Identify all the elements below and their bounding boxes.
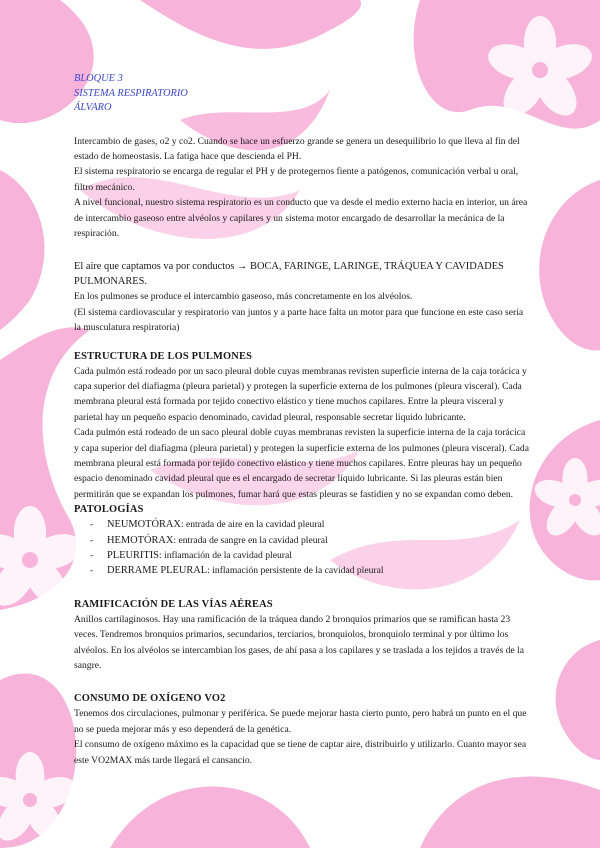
pathology-term: PLEURITIS — [107, 550, 159, 562]
pathology-desc: : entrada de sangre en la cavidad pleural — [173, 534, 328, 546]
pathology-term: HEMOTÓRAX — [107, 534, 174, 546]
subject-title: SISTEMA RESPIRATORIO — [74, 87, 188, 99]
bullet-dash: - — [90, 534, 94, 546]
bullet-dash: - — [90, 565, 94, 577]
document-header — [74, 72, 532, 116]
pathology-term: NEUMOTÓRAX — [107, 519, 181, 531]
pathology-desc: : inflamación persistente de la cavidad pleural — [207, 565, 384, 577]
vo2-paragraph-1: Tenemos dos circulaciones, pulmonar y periférica. Se puede mejorar hasta cierto punto, pero habrá un punto en el que no se pueda mejorar más y eso dependerá de la genética. — [74, 708, 527, 735]
pathology-term: DERRAME PLEURAL — [107, 565, 208, 577]
intro-paragraph-3: A nivel funcional, nuestro sistema respiratorio es un conducto que va desde el medio externo hacia en interior, un área de intercambio gaseoso entre alvéolos y capilares y un sistema motor encargado de desarrollar la mecánica de la respiración. — [74, 197, 528, 239]
vo2-paragraph-2: El consumo de oxígeno máximo es la capacidad que se tiene de captar aire, distribuirlo y utilizarlo. Cuanto mayor sea este VO2MAX más tarde llegará el cansancio. — [74, 739, 527, 766]
cardiovascular-note: (El sistema cardiovascular y respiratorio van juntos y a parte hace falta un motor para que funcione en este caso sería la musculatura respiratoria) — [74, 306, 524, 334]
airway-paragraph — [74, 259, 532, 289]
list-item — [74, 517, 532, 532]
airway-prefix: El aire que captamos va por conductos — [74, 261, 235, 273]
document-page — [74, 72, 532, 768]
list-item — [74, 563, 532, 578]
lungs-paragraph-2: Cada pulmón está rodeado de un saco pleural doble cuyas membranas revisten la superficie interna de la caja torácica y capa superior del diafiagma (pleura parietal) y protegen la superficie externa de los pulmones (pleura visceral). Cada membrana pleural está formada por tejido conectivo elástico y tiene muchos capilares. Entre pleuras hay un pequeño espacio denominado cavidad pleural que es el encargado de secretar líquido lubricante. Si las pleuras están bien permitirán que se expandan los pulmones, fumar hará que estas pleuras se fastidien y no se expandan como deben. — [74, 427, 529, 500]
section-title-vo2: CONSUMO DE OXÍGENO VO2 — [74, 693, 226, 705]
pathologies-list — [74, 517, 532, 579]
section-title-pathologies: PATOLOGÍAS — [74, 504, 144, 516]
intro-paragraph-1: Intercambio de gases, o2 y co2. Cuando se hace un esfuerzo grande se genera un desequilibrio lo que lleva al fin del estado de homeostasis. La fatiga hace que descienda el PH. — [74, 135, 520, 162]
arrow-icon: → — [237, 261, 248, 273]
list-item — [74, 533, 532, 548]
author-name: ÁLVARO — [74, 102, 112, 113]
section-title-airways: RAMIFICACIÓN DE LAS VÍAS AÉREAS — [74, 598, 273, 610]
pathology-desc: : entrada de aire en la cavidad pleural — [180, 519, 325, 531]
block-label: BLOQUE 3 — [74, 73, 123, 84]
intro-paragraph-2: El sistema respiratorio se encarga de regular el PH y de protegernos fiente a patógenos, comunicación verbal u oral, filtro mecánico. — [74, 166, 519, 193]
section-title-lungs: ESTRUCTURA DE LOS PULMONES — [74, 350, 253, 362]
lungs-paragraph-1: Cada pulmón está rodeado por un saco pleural doble cuyas membranas revisten superficie interna de la caja torácica y capa superior del diafiagma (pleura parietal) y protegen la superficie externa de los pulmones (pleura visceral). Cada membrana pleural está formada por tejido conectivo elástico y tiene muchos capilares. Entre la pleura visceral y parietal hay un pequeño espacio denominado, cavidad pleural, responsable secretar líquido lubricante. — [74, 365, 527, 423]
airways-paragraph: Anillos cartilaginosos. Hay una ramificación de la tráquea dando 2 bronquios primarios que se ramifican hasta 23 veces. Tendremos bronquios primarios, secundarios, terciarios, bronquiolos, bronquiolo terminal y por último los alvéolos. En los alvéolos se intercambian los gases, de ahí pasa a los capilares y se traslada a los tejidos a través de la sangre. — [74, 613, 524, 672]
bullet-dash: - — [90, 519, 94, 531]
airway-organs: BOCA, FARINGE, LARINGE, TRÁQUEA Y CAVIDADES PULMONARES. — [74, 261, 504, 288]
bullet-dash: - — [90, 550, 94, 562]
pathology-desc: : inflamación de la cavidad pleural — [158, 550, 292, 562]
alveoli-sentence: En los pulmones se produce el intercambio gaseoso, más concretamente en los alvéolos. — [74, 291, 413, 303]
list-item — [74, 548, 532, 563]
